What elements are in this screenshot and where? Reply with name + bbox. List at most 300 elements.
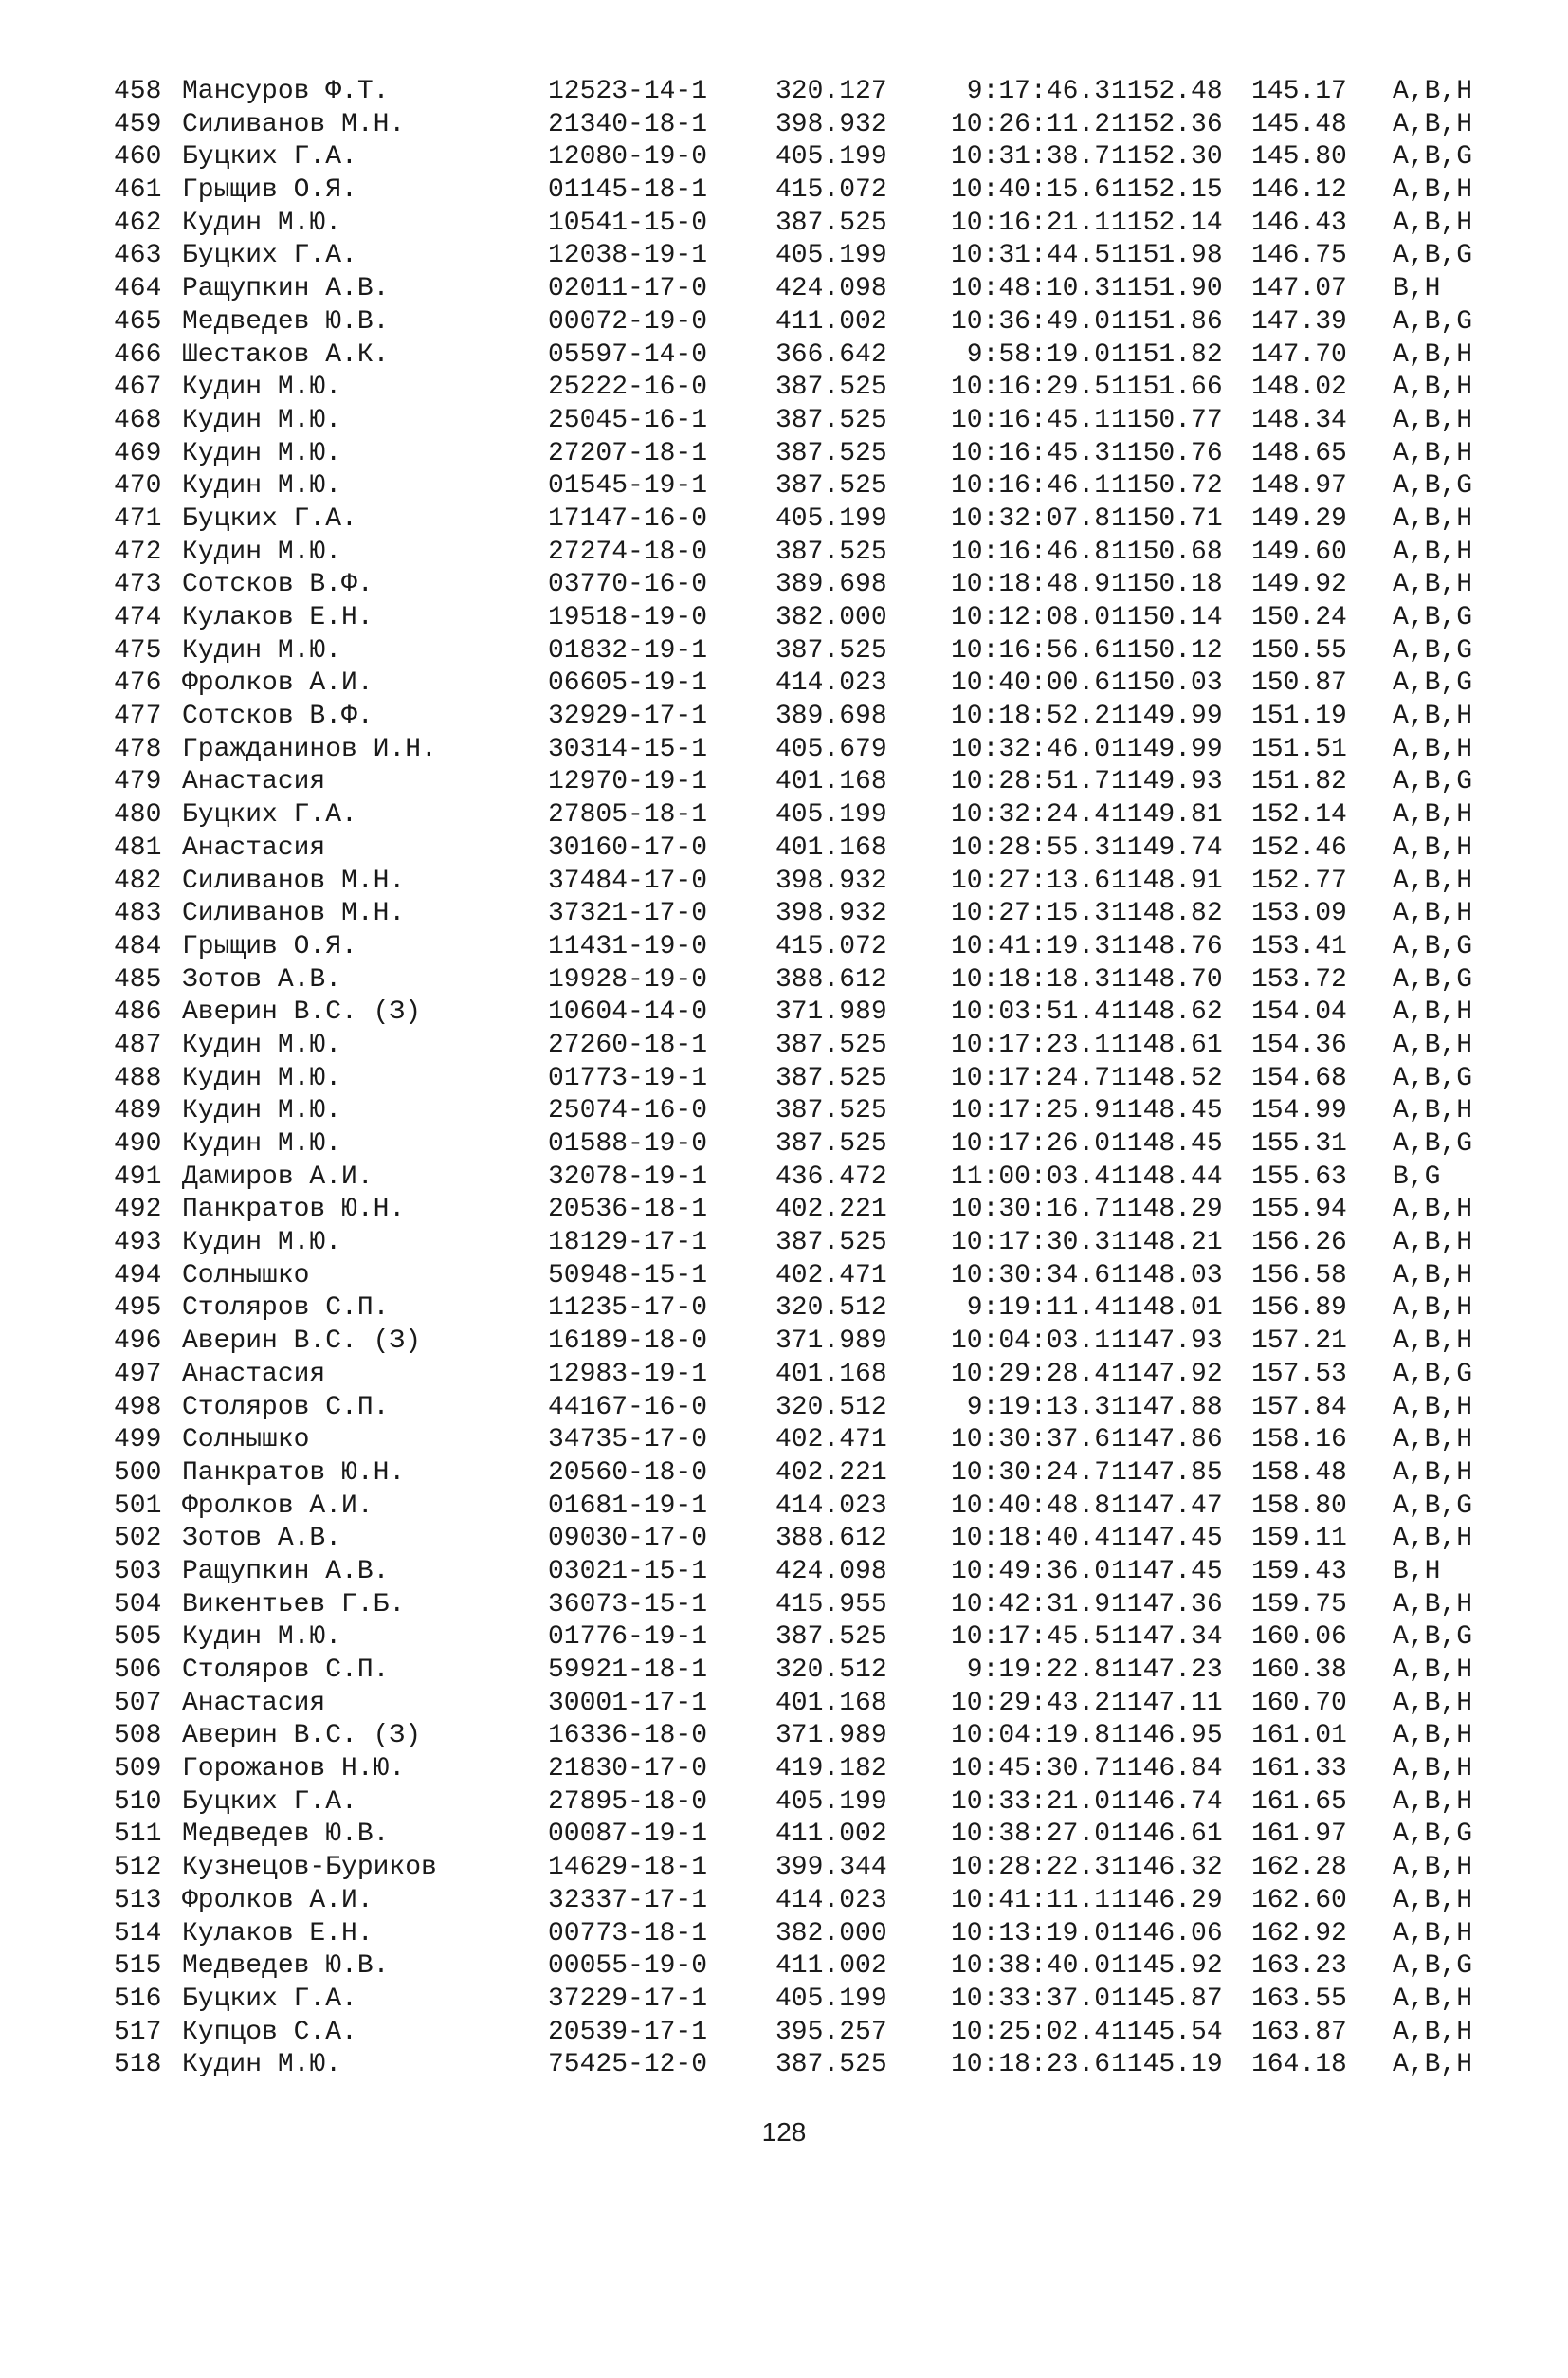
category-flags: A,B,H [1393,1853,1473,1883]
place-number: 458 [114,77,162,106]
owner-name: Кудин М.Ю. [182,635,342,666]
category-flags: A,B,G [1393,142,1473,173]
distance: 387.525 [775,1096,887,1126]
ring-number: 10541-15-0 [548,208,708,238]
result-row [114,141,1473,174]
coefficient: 155.94 [1251,1195,1347,1225]
speed: 1146.95 [1111,1721,1223,1751]
speed: 1148.91 [1111,866,1223,896]
ring-number: 11431-19-0 [548,931,708,961]
arrival-time: 10:18:40.4 [950,1524,1110,1554]
result-row [114,832,1473,866]
owner-name: Викентьев Г.Б. [182,1589,406,1619]
coefficient: 159.11 [1251,1524,1347,1554]
place-number: 508 [114,1721,162,1751]
owner-name: Панкратов Ю.Н. [182,1457,406,1488]
speed: 1150.72 [1111,471,1223,502]
distance: 411.002 [775,1820,887,1850]
result-row [114,1095,1473,1128]
distance: 389.698 [775,702,887,732]
result-row [114,1162,1441,1195]
arrival-time: 10:32:24.4 [950,800,1110,831]
arrival-time: 10:16:46.1 [950,471,1110,502]
speed: 1146.06 [1111,1918,1223,1948]
ring-number: 02011-17-0 [548,274,708,304]
owner-name: Столяров С.П. [182,1392,390,1422]
place-number: 464 [114,274,162,304]
arrival-time: 10:38:27.0 [950,1820,1110,1850]
result-row [114,1852,1473,1885]
distance: 320.127 [775,77,887,106]
ring-number: 59921-18-1 [548,1655,708,1685]
ring-number: 12080-19-0 [548,142,708,173]
speed: 1149.81 [1111,800,1223,831]
distance: 371.989 [775,997,887,1028]
distance: 405.679 [775,734,887,764]
speed: 1145.92 [1111,1951,1223,1982]
ring-number: 10604-14-0 [548,997,708,1028]
result-row [114,470,1473,503]
arrival-time: 10:41:11.1 [950,1885,1110,1915]
ring-number: 16189-18-0 [548,1326,708,1357]
coefficient: 157.53 [1251,1359,1347,1389]
speed: 1152.15 [1111,175,1223,206]
distance: 415.072 [775,175,887,206]
ring-number: 30001-17-1 [548,1688,708,1718]
ring-number: 12523-14-1 [548,77,708,106]
category-flags: A,B,G [1393,1129,1473,1159]
result-row [114,1720,1473,1753]
category-flags: A,B,H [1393,1984,1473,2014]
coefficient: 149.92 [1251,570,1347,600]
result-row [114,1655,1473,1688]
place-number: 479 [114,767,162,797]
ring-number: 25045-16-1 [548,405,708,435]
category-flags: A,B,H [1393,1918,1473,1948]
arrival-time: 10:16:45.3 [950,438,1110,468]
category-flags: A,B,G [1393,635,1473,666]
ring-number: 11235-17-0 [548,1293,708,1324]
arrival-time: 10:03:51.4 [950,997,1110,1028]
owner-name: Панкратов Ю.Н. [182,1195,406,1225]
ring-number: 30160-17-0 [548,832,708,863]
result-row [114,602,1473,635]
arrival-time: 10:27:13.6 [950,866,1110,896]
arrival-time: 10:13:19.0 [950,1918,1110,1948]
arrival-time: 11:00:03.4 [950,1162,1110,1192]
category-flags: A,B,H [1393,1030,1473,1060]
arrival-time: 10:16:21.1 [950,208,1110,238]
coefficient: 156.89 [1251,1293,1347,1324]
coefficient: 152.14 [1251,800,1347,831]
speed: 1147.23 [1111,1655,1223,1685]
distance: 401.168 [775,1359,887,1389]
owner-name: Столяров С.П. [182,1293,390,1324]
ring-number: 20539-17-1 [548,2017,708,2047]
coefficient: 154.99 [1251,1096,1347,1126]
coefficient: 158.16 [1251,1425,1347,1455]
owner-name: Зотов А.В. [182,1524,342,1554]
speed: 1150.76 [1111,438,1223,468]
speed: 1148.29 [1111,1195,1223,1225]
result-row [114,1359,1473,1392]
result-row [114,438,1473,471]
distance: 405.199 [775,241,887,271]
owner-name: Грыщив О.Я. [182,175,357,206]
place-number: 512 [114,1853,162,1883]
arrival-time: 10:18:23.6 [950,2050,1110,2080]
speed: 1151.90 [1111,274,1223,304]
arrival-time: 10:28:55.3 [950,832,1110,863]
category-flags: A,B,G [1393,471,1473,502]
place-number: 496 [114,1326,162,1357]
result-row [114,1885,1473,1918]
result-row [114,1621,1473,1655]
arrival-time: 10:17:25.9 [950,1096,1110,1126]
place-number: 466 [114,339,162,370]
distance: 424.098 [775,274,887,304]
place-number: 468 [114,405,162,435]
coefficient: 162.92 [1251,1918,1347,1948]
speed: 1145.54 [1111,2017,1223,2047]
place-number: 517 [114,2017,162,2047]
result-row [114,503,1473,537]
owner-name: Горожанов Н.Ю. [182,1754,406,1784]
speed: 1149.99 [1111,734,1223,764]
place-number: 491 [114,1162,162,1192]
arrival-time: 10:29:43.2 [950,1688,1110,1718]
speed: 1150.12 [1111,635,1223,666]
arrival-time: 10:45:30.7 [950,1754,1110,1784]
arrival-time: 10:28:22.3 [950,1853,1110,1883]
category-flags: A,B,H [1393,77,1473,106]
ring-number: 20536-18-1 [548,1195,708,1225]
arrival-time: 10:17:26.0 [950,1129,1110,1159]
place-number: 489 [114,1096,162,1126]
coefficient: 152.46 [1251,832,1347,863]
distance: 320.512 [775,1293,887,1324]
distance: 415.955 [775,1589,887,1619]
ring-number: 37321-17-0 [548,899,708,929]
place-number: 492 [114,1195,162,1225]
ring-number: 44167-16-0 [548,1392,708,1422]
result-row [114,76,1473,109]
result-row [114,1392,1473,1425]
category-flags: A,B,H [1393,175,1473,206]
speed: 1147.36 [1111,1589,1223,1619]
distance: 405.199 [775,1984,887,2014]
arrival-time: 10:49:36.0 [950,1556,1110,1586]
speed: 1145.19 [1111,2050,1223,2080]
distance: 398.932 [775,109,887,139]
category-flags: A,B,H [1393,1392,1473,1422]
result-row [114,635,1473,668]
distance: 320.512 [775,1392,887,1422]
distance: 387.525 [775,373,887,403]
coefficient: 151.82 [1251,767,1347,797]
place-number: 501 [114,1491,162,1521]
place-number: 475 [114,635,162,666]
category-flags: A,B,H [1393,537,1473,567]
arrival-time: 10:16:45.1 [950,405,1110,435]
place-number: 471 [114,503,162,534]
category-flags: B,G [1393,1162,1441,1192]
category-flags: A,B,G [1393,241,1473,271]
place-number: 480 [114,800,162,831]
category-flags: A,B,H [1393,1195,1473,1225]
coefficient: 151.51 [1251,734,1347,764]
ring-number: 27260-18-1 [548,1030,708,1060]
arrival-time: 10:04:19.8 [950,1721,1110,1751]
place-number: 481 [114,832,162,863]
speed: 1147.11 [1111,1688,1223,1718]
result-row [114,1753,1473,1786]
category-flags: A,B,H [1393,1425,1473,1455]
place-number: 477 [114,702,162,732]
ring-number: 21340-18-1 [548,109,708,139]
category-flags: A,B,G [1393,306,1473,337]
distance: 387.525 [775,1030,887,1060]
place-number: 494 [114,1260,162,1290]
place-number: 505 [114,1622,162,1653]
coefficient: 145.17 [1251,77,1347,106]
coefficient: 152.77 [1251,866,1347,896]
category-flags: A,B,G [1393,931,1473,961]
arrival-time: 10:38:40.0 [950,1951,1110,1982]
result-row [114,2017,1473,2050]
coefficient: 151.19 [1251,702,1347,732]
owner-name: Буцких Г.А. [182,241,357,271]
ring-number: 25074-16-0 [548,1096,708,1126]
speed: 1148.61 [1111,1030,1223,1060]
coefficient: 148.65 [1251,438,1347,468]
arrival-time: 10:48:10.3 [950,274,1110,304]
coefficient: 153.41 [1251,931,1347,961]
coefficient: 146.75 [1251,241,1347,271]
arrival-time: 10:12:08.0 [950,603,1110,632]
category-flags: A,B,G [1393,1622,1473,1653]
coefficient: 146.43 [1251,208,1347,238]
category-flags: A,B,H [1393,1457,1473,1488]
speed: 1147.88 [1111,1392,1223,1422]
owner-name: Столяров С.П. [182,1655,390,1685]
speed: 1151.66 [1111,373,1223,403]
ring-number: 12970-19-1 [548,767,708,797]
place-number: 499 [114,1425,162,1455]
category-flags: A,B,H [1393,405,1473,435]
owner-name: Кулаков Е.Н. [182,1918,374,1948]
speed: 1148.70 [1111,964,1223,995]
distance: 436.472 [775,1162,887,1192]
category-flags: A,B,G [1393,1491,1473,1521]
owner-name: Кулаков Е.Н. [182,603,374,632]
category-flags: A,B,H [1393,1260,1473,1290]
distance: 414.023 [775,1885,887,1915]
arrival-time: 9:58:19.0 [966,339,1110,370]
distance: 389.698 [775,570,887,600]
distance: 402.221 [775,1457,887,1488]
place-number: 488 [114,1063,162,1093]
coefficient: 147.70 [1251,339,1347,370]
place-number: 482 [114,866,162,896]
coefficient: 157.21 [1251,1326,1347,1357]
coefficient: 158.48 [1251,1457,1347,1488]
distance: 387.525 [775,1129,887,1159]
arrival-time: 10:32:46.0 [950,734,1110,764]
result-row [114,339,1473,373]
speed: 1148.44 [1111,1162,1223,1192]
distance: 387.525 [775,2050,887,2080]
speed: 1152.36 [1111,109,1223,139]
category-flags: A,B,H [1393,2017,1473,2047]
speed: 1147.45 [1111,1524,1223,1554]
owner-name: Аверин В.С. (З) [182,1326,422,1357]
speed: 1152.14 [1111,208,1223,238]
owner-name: Силиванов М.Н. [182,899,406,929]
result-row [114,174,1473,208]
owner-name: Буцких Г.А. [182,503,357,534]
coefficient: 148.97 [1251,471,1347,502]
coefficient: 159.43 [1251,1556,1347,1586]
ring-number: 20560-18-0 [548,1457,708,1488]
category-flags: A,B,H [1393,1326,1473,1357]
owner-name: Кудин М.Ю. [182,1622,342,1653]
category-flags: A,B,H [1393,702,1473,732]
ring-number: 00072-19-0 [548,306,708,337]
owner-name: Грыщив О.Я. [182,931,357,961]
arrival-time: 10:28:51.7 [950,767,1110,797]
owner-name: Кудин М.Ю. [182,537,342,567]
page-number: 128 [761,2117,807,2147]
place-number: 497 [114,1359,162,1389]
owner-name: Солнышко [182,1425,310,1455]
owner-name: Купцов С.А. [182,2017,357,2047]
arrival-time: 10:40:15.6 [950,175,1110,206]
ring-number: 50948-15-1 [548,1260,708,1290]
category-flags: B,H [1393,1556,1441,1586]
coefficient: 161.01 [1251,1721,1347,1751]
coefficient: 162.60 [1251,1885,1347,1915]
place-number: 460 [114,142,162,173]
place-number: 461 [114,175,162,206]
speed: 1150.71 [1111,503,1223,534]
result-row [114,997,1473,1030]
place-number: 465 [114,306,162,337]
speed: 1146.29 [1111,1885,1223,1915]
arrival-time: 10:17:30.3 [950,1228,1110,1258]
owner-name: Медведев Ю.В. [182,1820,390,1850]
category-flags: A,B,H [1393,1524,1473,1554]
result-row [114,964,1473,997]
ring-number: 27805-18-1 [548,800,708,831]
ring-number: 27207-18-1 [548,438,708,468]
result-row [114,1786,1473,1820]
ring-number: 06605-19-1 [548,668,708,699]
speed: 1147.93 [1111,1326,1223,1357]
owner-name: Медведев Ю.В. [182,306,390,337]
speed: 1152.30 [1111,142,1223,173]
coefficient: 147.07 [1251,274,1347,304]
owner-name: Аверин В.С. (З) [182,1721,422,1751]
coefficient: 148.02 [1251,373,1347,403]
coefficient: 163.55 [1251,1984,1347,2014]
category-flags: A,B,H [1393,832,1473,863]
coefficient: 155.63 [1251,1162,1347,1192]
distance: 388.612 [775,1524,887,1554]
owner-name: Фролков А.И. [182,1491,374,1521]
speed: 1151.82 [1111,339,1223,370]
ring-number: 32929-17-1 [548,702,708,732]
owner-name: Анастасия [182,832,326,863]
coefficient: 160.06 [1251,1622,1347,1653]
owner-name: Кудин М.Ю. [182,1129,342,1159]
ring-number: 12983-19-1 [548,1359,708,1389]
result-row [114,1984,1473,2017]
ring-number: 27895-18-0 [548,1786,708,1817]
owner-name: Гражданинов И.Н. [182,734,437,764]
arrival-time: 10:33:21.0 [950,1786,1110,1817]
speed: 1150.14 [1111,603,1223,632]
place-number: 459 [114,109,162,139]
coefficient: 154.36 [1251,1030,1347,1060]
distance: 320.512 [775,1655,887,1685]
distance: 395.257 [775,2017,887,2047]
place-number: 472 [114,537,162,567]
result-row [114,306,1473,339]
arrival-time: 10:17:23.1 [950,1030,1110,1060]
place-number: 470 [114,471,162,502]
category-flags: A,B,G [1393,767,1473,797]
speed: 1150.03 [1111,668,1223,699]
ring-number: 18129-17-1 [548,1228,708,1258]
arrival-time: 10:26:11.2 [950,109,1110,139]
coefficient: 164.18 [1251,2050,1347,2080]
coefficient: 159.75 [1251,1589,1347,1619]
arrival-time: 10:25:02.4 [950,2017,1110,2047]
speed: 1147.86 [1111,1425,1223,1455]
owner-name: Сотсков В.Ф. [182,570,374,600]
results-list [114,76,1473,2082]
distance: 366.642 [775,339,887,370]
ring-number: 19518-19-0 [548,603,708,632]
category-flags: A,B,H [1393,570,1473,600]
coefficient: 160.70 [1251,1688,1347,1718]
distance: 398.932 [775,866,887,896]
owner-name: Кудин М.Ю. [182,1228,342,1258]
result-row [114,799,1473,832]
owner-name: Ращупкин А.В. [182,274,390,304]
result-row [114,1260,1473,1293]
result-row [114,1063,1473,1096]
coefficient: 150.87 [1251,668,1347,699]
category-flags: A,B,H [1393,899,1473,929]
arrival-time: 10:30:16.7 [950,1195,1110,1225]
result-row [114,208,1473,241]
owner-name: Кудин М.Ю. [182,1030,342,1060]
coefficient: 146.12 [1251,175,1347,206]
ring-number: 19928-19-0 [548,964,708,995]
coefficient: 145.48 [1251,109,1347,139]
category-flags: A,B,H [1393,1721,1473,1751]
distance: 371.989 [775,1326,887,1357]
coefficient: 149.60 [1251,537,1347,567]
coefficient: 161.33 [1251,1754,1347,1784]
distance: 414.023 [775,1491,887,1521]
result-row [114,734,1473,767]
ring-number: 37229-17-1 [548,1984,708,2014]
category-flags: A,B,H [1393,373,1473,403]
place-number: 495 [114,1293,162,1324]
